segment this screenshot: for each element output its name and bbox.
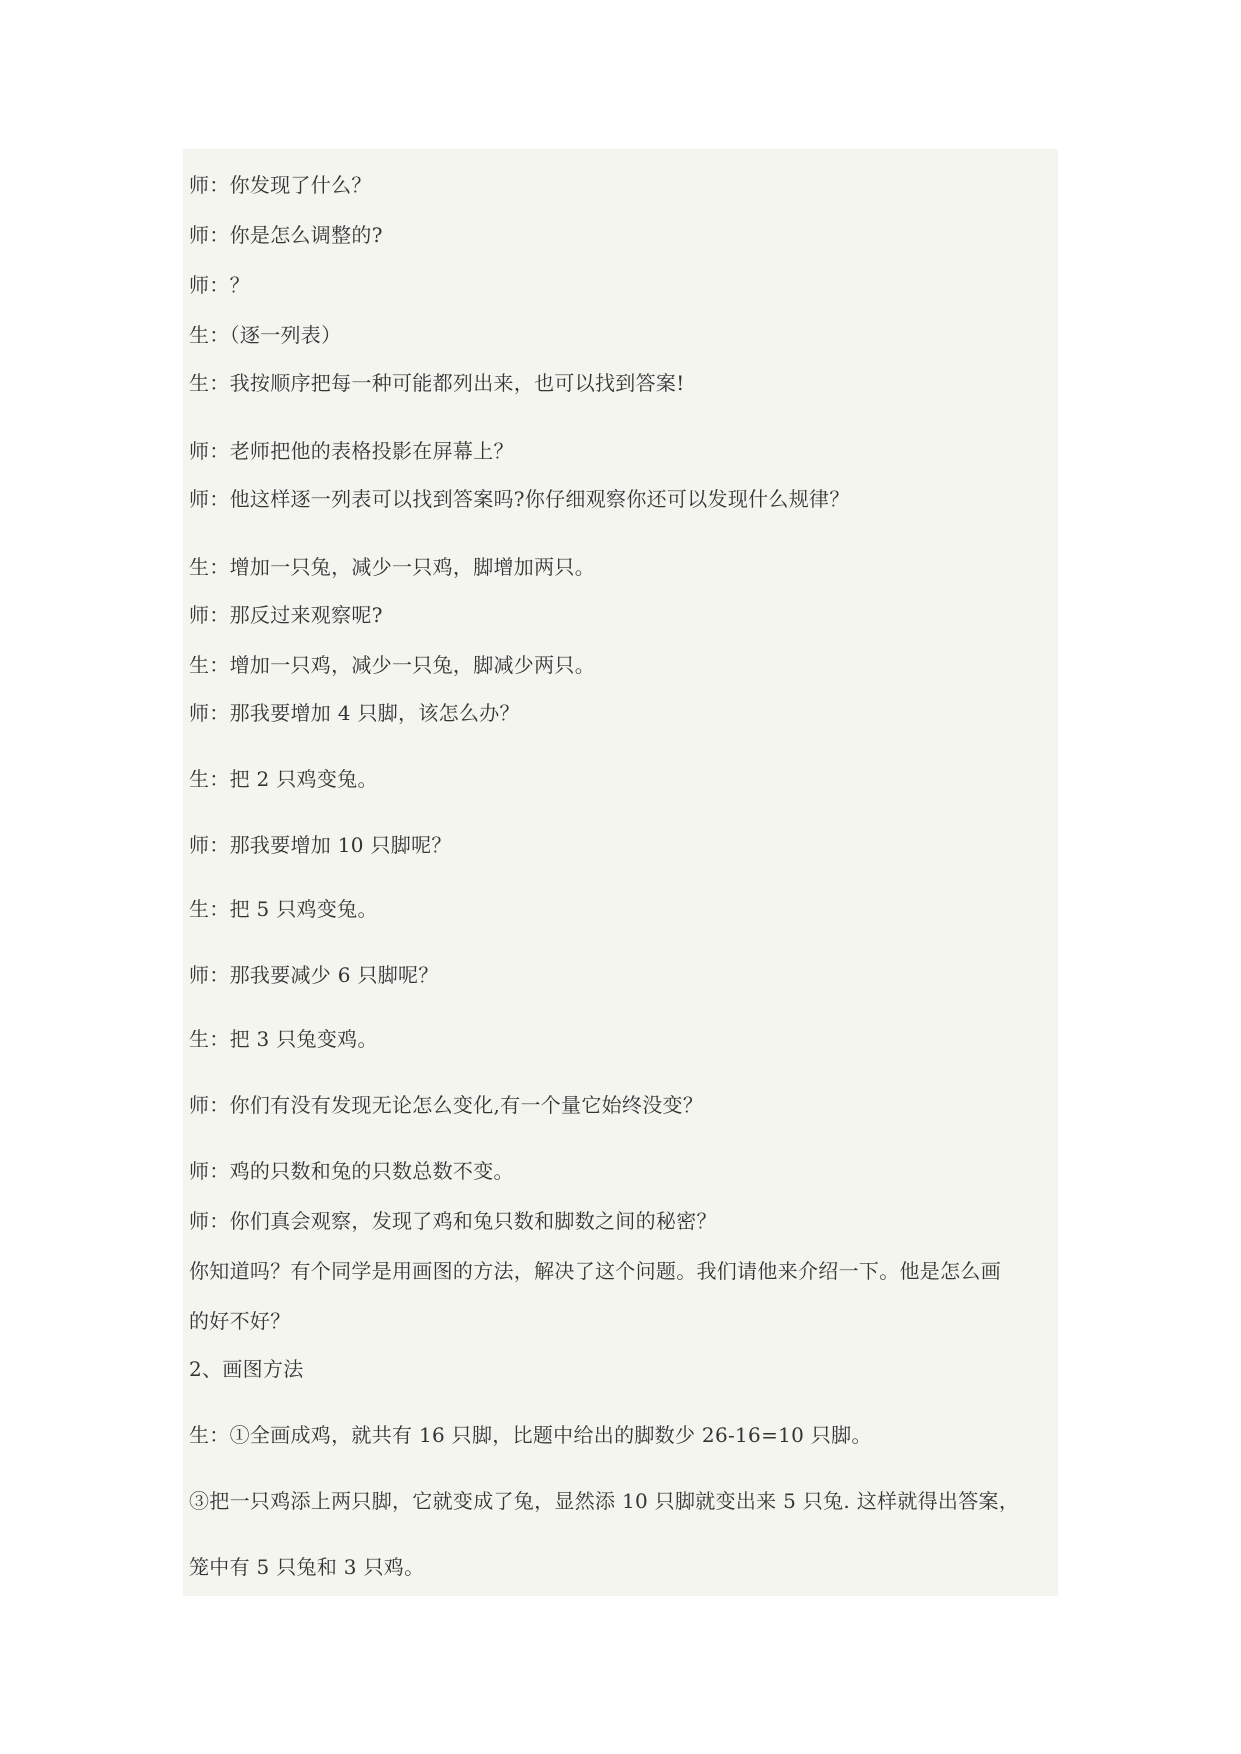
paragraph-line: ③把一只鸡添上两只脚，它就变成了兔，显然添 10 只脚就变出来 5 只兔. 这样就得出答案，: [189, 1489, 1020, 1513]
dialogue-line: 师：那我要增加 10 只脚呢？: [189, 833, 452, 857]
section-heading: 2、画图方法: [189, 1357, 304, 1381]
dialogue-line: 师：？: [189, 273, 250, 297]
dialogue-line: 生：（逐一列表）: [189, 323, 342, 347]
dialogue-line: 生：把 2 只鸡变兔。: [189, 767, 378, 791]
paragraph-line: 笼中有 5 只兔和 3 只鸡。: [189, 1555, 425, 1579]
paragraph-line: 你知道吗？有个同学是用画图的方法，解决了这个问题。我们请他来介绍一下。他是怎么画: [189, 1259, 1001, 1283]
dialogue-line: 师：他这样逐一列表可以找到答案吗?你仔细观察你还可以发现什么规律？: [189, 487, 850, 511]
dialogue-line: 师：你们有没有发现无论怎么变化,有一个量它始终没变？: [189, 1093, 704, 1117]
document-panel: [183, 149, 1058, 1596]
dialogue-line: 师：那我要增加 4 只脚，该怎么办？: [189, 701, 520, 725]
paragraph-line: 的好不好？: [189, 1309, 291, 1333]
dialogue-line: 师：那我要减少 6 只脚呢？: [189, 963, 439, 987]
dialogue-line: 生：我按顺序把每一种可能都列出来，也可以找到答案!: [189, 371, 685, 395]
dialogue-line: 生：增加一只鸡，减少一只兔，脚减少两只。: [189, 653, 595, 677]
dialogue-line: 师：你是怎么调整的?: [189, 223, 383, 247]
dialogue-line: 生：增加一只兔，减少一只鸡，脚增加两只。: [189, 555, 595, 579]
dialogue-line: 师：你们真会观察，发现了鸡和兔只数和脚数之间的秘密？: [189, 1209, 717, 1233]
dialogue-line: 师：鸡的只数和兔的只数总数不变。: [189, 1159, 514, 1183]
dialogue-line: 师：你发现了什么？: [189, 173, 372, 197]
dialogue-line: 师：那反过来观察呢?: [189, 603, 383, 627]
dialogue-line: 师：老师把他的表格投影在屏幕上？: [189, 439, 514, 463]
dialogue-line: 生：把 3 只兔变鸡。: [189, 1027, 378, 1051]
dialogue-line: 生：把 5 只鸡变兔。: [189, 897, 378, 921]
dialogue-line: 生：①全画成鸡，就共有 16 只脚，比题中给出的脚数少 26-16=10 只脚。: [189, 1423, 872, 1447]
